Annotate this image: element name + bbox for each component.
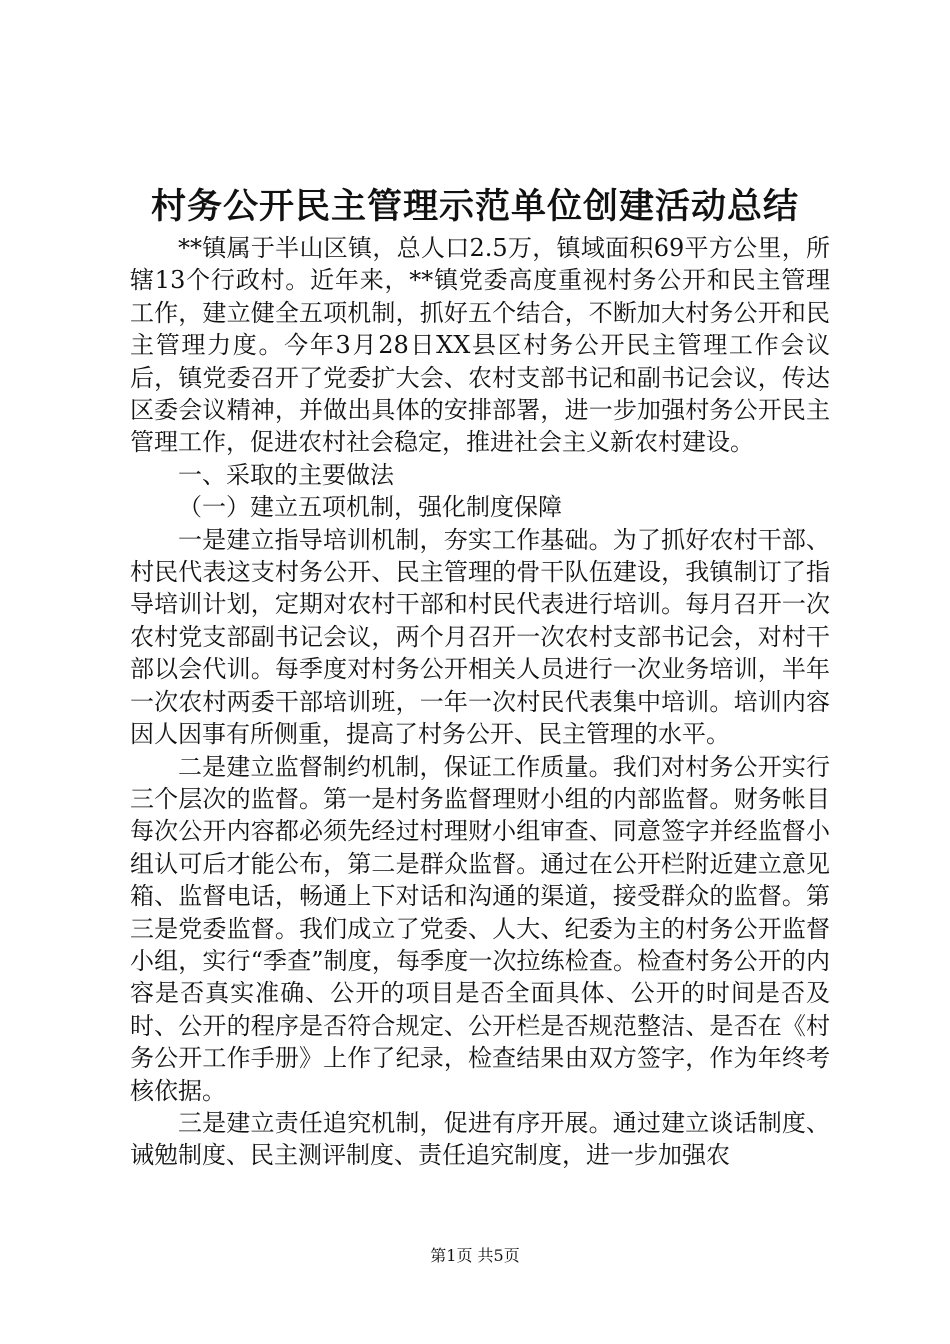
paragraph-intro: **镇属于半山区镇，总人口2.5万，镇域面积69平方公里，所辖13个行政村。近年来，**镇党委高度重视村务公开和民主管理工作，建立健全五项机制，抓好五个结合，不断加大村务公开和民主管理力度。今年3月28日XX县区村务公开民主管理工作会议后，镇党委召开了党委扩大会、农村支部书记和副书记会议，传达区委会议精神，并做出具体的安排部署，进一步加强村务公开民主管理工作，促进农村社会稳定，推进社会主义新农村建设。	[130, 234, 830, 457]
subsection-heading: （一）建立五项机制，强化制度保障	[178, 493, 562, 522]
section-heading: 一、采取的主要做法	[178, 460, 394, 489]
document-title: 村务公开民主管理示范单位创建活动总结	[150, 186, 799, 227]
document-body	[130, 232, 830, 1172]
paragraph-supervision-mechanism: 二是建立监督制约机制，保证工作质量。我们对村务公开实行三个层次的监督。第一是村务监督理财小组的内部监督。财务帐目每次公开内容都必须先经过村理财小组审查、同意签字并经监督小组认可后才能公布，第二是群众监督。通过在公开栏附近建立意见箱、监督电话，畅通上下对话和沟通的渠道，接受群众的监督。第三是党委监督。我们成立了党委、人大、纪委为主的村务公开监督小组，实行“季查”制度，每季度一次拉练检查。检查村务公开的内容是否真实准确、公开的项目是否全面具体、公开的时间是否及时、公开的程序是否符合规定、公开栏是否规范整洁、是否在《村务公开工作手册》上作了纪录，检查结果由双方签字，作为年终考核依据。	[130, 752, 830, 1105]
paragraph-accountability-mechanism: 三是建立责任追究机制，促进有序开展。通过建立谈话制度、诫勉制度、民主测评制度、责任追究制度，进一步加强农	[130, 1108, 830, 1170]
paragraph-training-mechanism: 一是建立指导培训机制，夯实工作基础。为了抓好农村干部、村民代表这支村务公开、民主管理的骨干队伍建设，我镇制订了指导培训计划，定期对农村干部和村民代表进行培训。每月召开一次农村党支部副书记会议，两个月召开一次农村支部书记会，对村干部以会代训。每季度对村务公开相关人员进行一次业务培训，半年一次农村两委干部培训班，一年一次村民代表集中培训。培训内容因人因事有所侧重，提高了村务公开、民主管理的水平。	[130, 525, 830, 749]
page-number-footer: 第1页 共5页	[430, 1246, 520, 1265]
